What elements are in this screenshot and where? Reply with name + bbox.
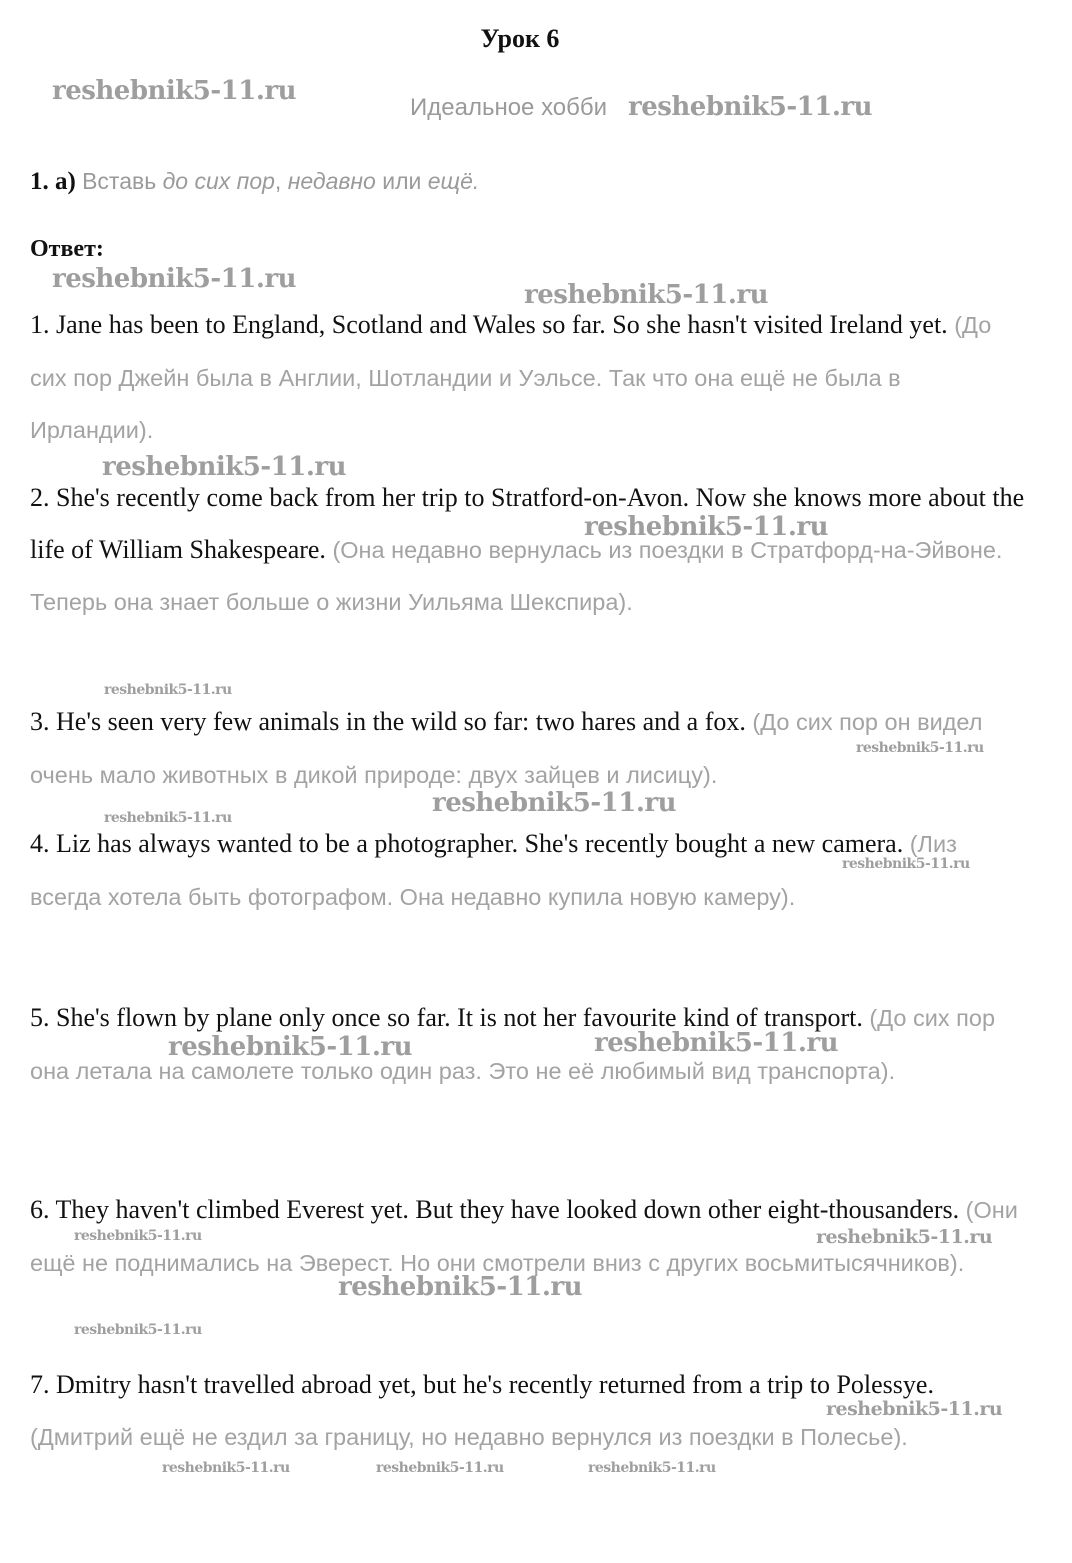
answer-english: 4. Liz has always wanted to be a photographer. She's recently bought a new camera.	[30, 829, 904, 858]
watermark: reshebnik5-11.ru	[376, 1460, 504, 1476]
answer-translation: (До сих пор она летала на самолете только один раз. Это не её любимый вид транспорта).	[30, 1005, 996, 1084]
lesson-title: Урок 6	[480, 24, 560, 53]
answer-item-2	[30, 472, 1030, 629]
watermark: reshebnik5-11.ru	[842, 856, 970, 872]
answer-item-1	[30, 299, 1030, 457]
task-heading	[30, 168, 479, 196]
answer-translation: (Лиз всегда хотела быть фотографом. Она недавно купила новую камеру).	[30, 831, 957, 910]
watermark: reshebnik5-11.ru	[816, 1226, 993, 1248]
watermark: reshebnik5-11.ru	[168, 1032, 413, 1062]
watermark: reshebnik5-11.ru	[594, 1028, 839, 1058]
watermark: reshebnik5-11.ru	[628, 92, 873, 122]
watermark: reshebnik5-11.ru	[588, 1460, 716, 1476]
answer-english: 6. They haven't climbed Everest yet. But they have looked down other eight-thousanders.	[30, 1195, 960, 1224]
watermark: reshebnik5-11.ru	[52, 264, 297, 294]
watermark: reshebnik5-11.ru	[826, 1398, 1003, 1420]
watermark: reshebnik5-11.ru	[102, 452, 347, 482]
answer-translation: (Она недавно вернулась из поездки в Стратфорд-на-Эйвоне. Теперь она знает больше о жизни Уильяма Шекспира).	[30, 536, 1003, 615]
lesson-subtitle: Идеальное хобби	[410, 94, 608, 121]
answer-english: 1. Jane has been to England, Scotland and Wales so far. So she hasn't visited Ireland yet.	[30, 310, 948, 339]
watermark: reshebnik5-11.ru	[524, 280, 769, 310]
answer-label: Ответ:	[30, 236, 104, 262]
answer-translation: (Они ещё не поднимались на Эверест. Но они смотрели вниз с других восьмитысячников).	[30, 1197, 1018, 1276]
watermark: reshebnik5-11.ru	[104, 810, 232, 826]
answer-translation: (До сих пор Джейн была в Англии, Шотландии и Уэльсе. Так что она ещё не была в Ирландии).	[30, 312, 992, 443]
watermark: reshebnik5-11.ru	[432, 788, 677, 818]
answer-english: 7. Dmitry hasn't travelled abroad yet, but he's recently returned from a trip to Polessye.	[30, 1370, 934, 1399]
task-instruction: Вставь до сих пор, недавно или ещё.	[82, 168, 480, 194]
answer-english: 2. She's recently come back from her trip to Stratford-on-Avon. Now she knows more about the life of William Shakespeare.	[30, 483, 1025, 564]
answer-translation: (Дмитрий ещё не ездил за границу, но недавно вернулся из поездки в Полесье).	[30, 1423, 908, 1450]
watermark: reshebnik5-11.ru	[104, 682, 232, 698]
answer-english: 3. He's seen very few animals in the wild so far: two hares and a fox.	[30, 707, 746, 736]
watermark: reshebnik5-11.ru	[856, 740, 984, 756]
watermark: reshebnik5-11.ru	[584, 512, 829, 542]
watermark: reshebnik5-11.ru	[338, 1272, 583, 1302]
watermark: reshebnik5-11.ru	[74, 1322, 202, 1338]
watermark: reshebnik5-11.ru	[52, 76, 297, 106]
answer-translation: (До сих пор он видел очень мало животных в дикой природе: двух зайцев и лисицу).	[30, 709, 983, 788]
answer-english: 5. She's flown by plane only once so far. It is not her favourite kind of transport.	[30, 1003, 863, 1032]
task-number: 1. а)	[30, 168, 76, 195]
watermark: reshebnik5-11.ru	[162, 1460, 290, 1476]
watermark: reshebnik5-11.ru	[74, 1228, 202, 1244]
